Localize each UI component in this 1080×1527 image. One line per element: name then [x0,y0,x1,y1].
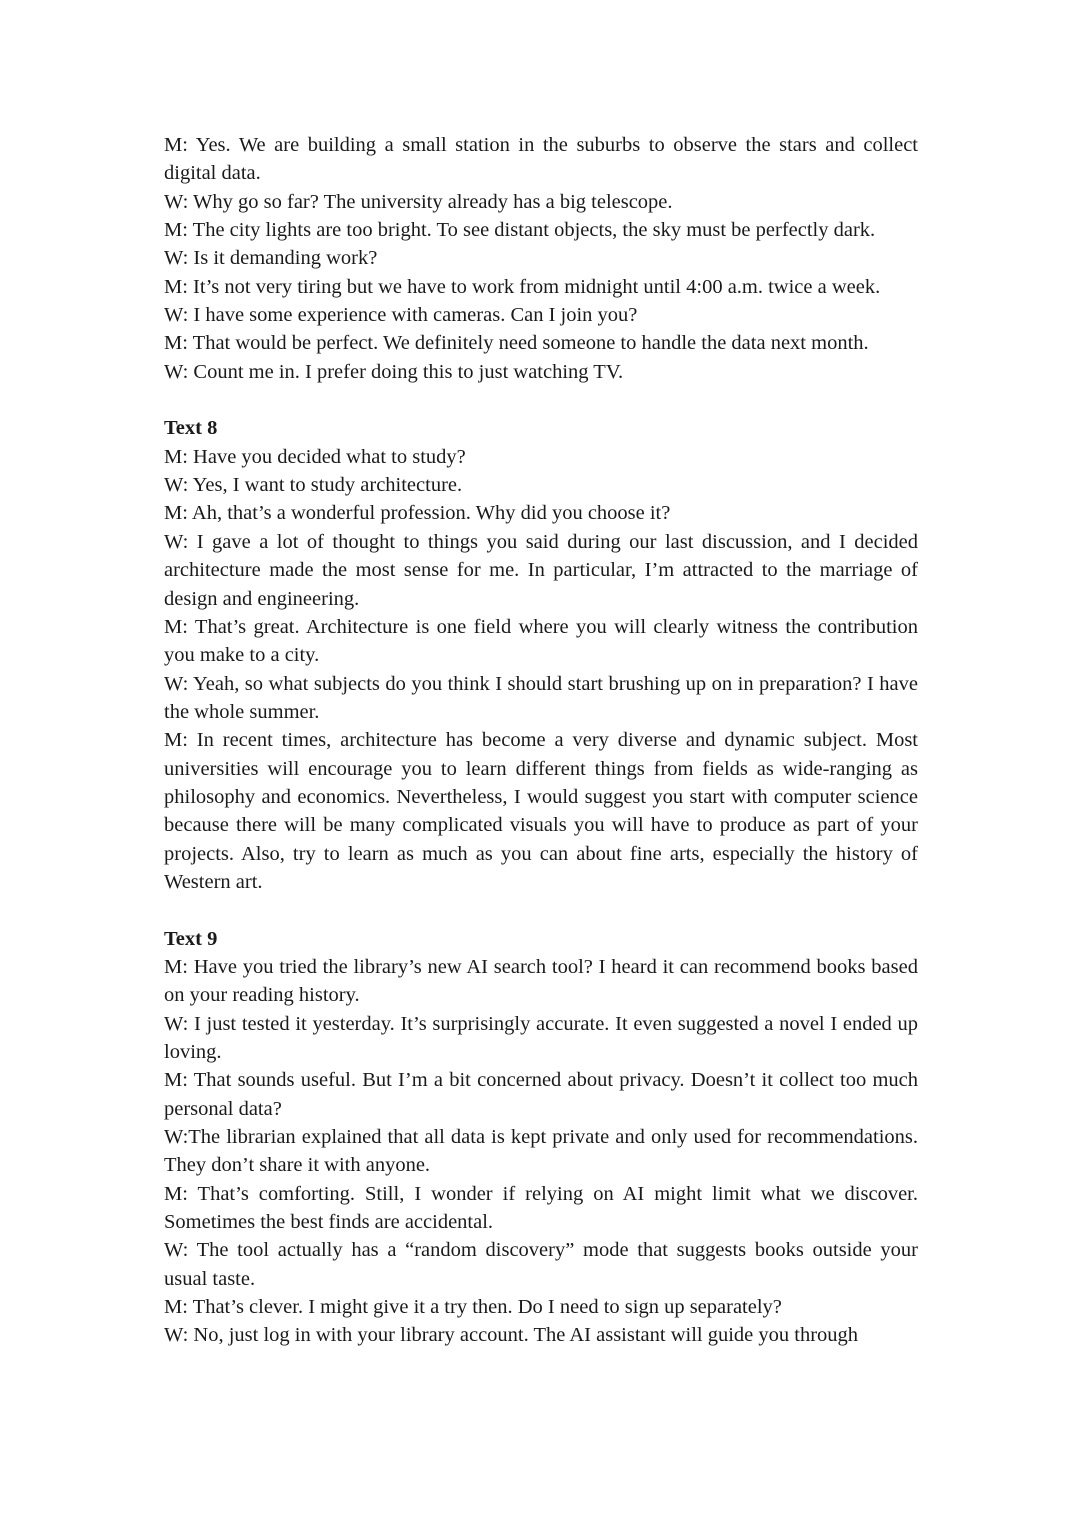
section-spacer [164,896,918,924]
dialogue-line: M: In recent times, architecture has become a very diverse and dynamic subject. Most universities will encourage you to learn different things from fields as wide-ranging as philosophy and economics. Nevertheless, I would suggest you start with computer science because there will be many complicated visuals you will have to produce as part of your projects. Also, try to learn as much as you can about fine arts, especially the history of Western art. [164,729,918,893]
dialogue-line: W: No, just log in with your library account. The AI assistant will guide you through [164,1324,859,1347]
dialogue-line: W: Yes, I want to study architecture. [164,474,463,497]
dialogue-line: M: Have you decided what to study? [164,445,466,468]
document-page [164,131,918,1350]
text9-heading: Text 9 [164,927,218,950]
dialogue-line: W:The librarian explained that all data is kept private and only used for recommendations. They don’t share it with anyone. [164,1126,918,1177]
dialogue-line: M: That’s great. Architecture is one field where you will clearly witness the contribution you make to a city. [164,615,918,667]
text8-heading: Text 8 [164,417,218,440]
dialogue-line: M: That would be perfect. We definitely need someone to handle the data next month. [164,332,869,355]
dialogue-line: W: Why go so far? The university already has a big telescope. [164,190,673,213]
dialogue-line: W: I just tested it yesterday. It’s surprisingly accurate. It even suggested a novel I ended up loving. [164,1012,918,1063]
dialogue-line: M: That sounds useful. But I’m a bit concerned about privacy. Doesn’t it collect too much personal data? [164,1069,918,1120]
dialogue-line: M: Have you tried the library’s new AI search tool? I heard it can recommend books based on your reading history. [164,955,918,1007]
dialogue-line: W: Is it demanding work? [164,247,378,270]
dialogue-line: M: That’s clever. I might give it a try then. Do I need to sign up separately? [164,1296,782,1319]
dialogue-line: M: It’s not very tiring but we have to work from midnight until 4:00 a.m. twice a week. [164,275,881,298]
dialogue-line: W: I gave a lot of thought to things you said during our last discussion, and I decided architecture made the most sense for me. In particular, I’m attracted to the marriage of design and engineering. [164,530,918,610]
text8-dialogue [164,443,918,897]
dialogue-line: M: Yes. We are building a small station in the suburbs to observe the stars and collect digital data. [164,134,918,185]
section-spacer [164,386,918,414]
dialogue-line: W: Yeah, so what subjects do you think I should start brushing up on in preparation? I have the whole summer. [164,672,918,723]
dialogue-line: W: I have some experience with cameras. Can I join you? [164,304,638,327]
dialogue-line: M: The city lights are too bright. To see distant objects, the sky must be perfectly dark. [164,219,876,242]
dialogue-line: M: Ah, that’s a wonderful profession. Why did you choose it? [164,502,671,525]
dialogue-line: M: That’s comforting. Still, I wonder if relying on AI might limit what we discover. Sometimes the best finds are accidental. [164,1182,918,1234]
text7-dialogue [164,131,918,386]
dialogue-line: W: The tool actually has a “random discovery” mode that suggests books outside your usual taste. [164,1239,918,1290]
text9-dialogue [164,953,918,1350]
dialogue-line: W: Count me in. I prefer doing this to just watching TV. [164,360,624,383]
